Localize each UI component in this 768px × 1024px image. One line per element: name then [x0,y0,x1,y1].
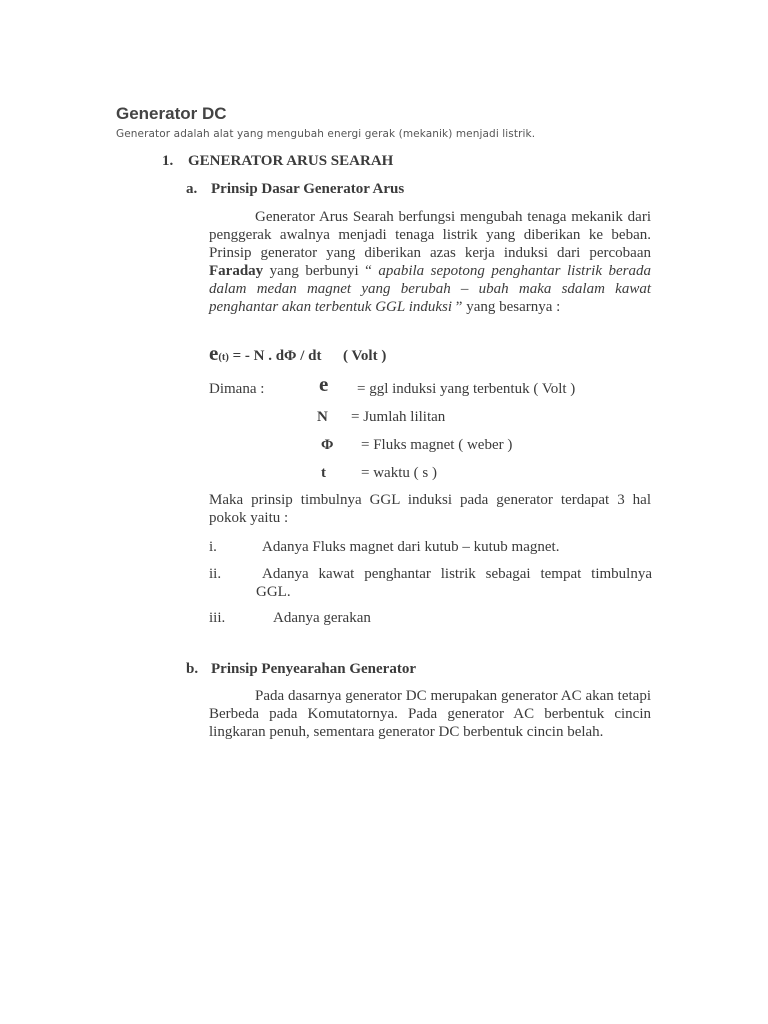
para1-tail: ” yang besarnya : [452,299,561,315]
list-num-i: i. [209,539,217,555]
list-item-i: Adanya Fluks magnet dari kutub – kutub magnet. [262,539,560,555]
list-num-ii: ii. [209,566,222,582]
symbol-t: t [321,465,326,481]
subsection-b-heading: Prinsip Penyearahan Generator [211,661,416,677]
symbol-t-desc: = waktu ( s ) [361,465,437,481]
para1-mid: yang berbunyi “ [263,263,379,279]
section-heading: GENERATOR ARUS SEARAH [188,153,394,169]
formula-unit: ( Volt ) [343,348,387,364]
faraday-term: Faraday [209,263,264,279]
paragraph-komutator [209,687,651,741]
section-number: 1. [162,153,174,169]
symbol-phi: Φ [321,437,334,453]
list-item-ii: Adanya kawat penghantar listrik sebagai tempat timbulnya GGL. [256,566,652,600]
list-num-iii: iii. [209,610,226,626]
faraday-quote: apabila sepotong penghantar listrik berada dalam medan magnet yang berubah – ubah maka sdalam kawat penghantar akan terbentuk GGL induksi [209,263,651,315]
symbol-n-desc: = Jumlah lilitan [351,409,446,425]
formula [209,341,322,367]
formula-subscript: (t) [218,352,229,363]
doc-subtitle: Generator adalah alat yang mengubah energi gerak (mekanik) menjadi listrik. [116,128,536,140]
formula-expression: = - N . dΦ / dt [228,348,322,364]
symbol-n: N [317,409,328,425]
symbol-e-desc: = ggl induksi yang terbentuk ( Volt ) [357,381,576,397]
symbol-phi-desc: = Fluks magnet ( weber ) [361,437,513,453]
para1-lead: Generator Arus Searah berfungsi mengubah tenaga mekanik dari penggerak awalnya menjadi tenaga listrik yang diberikan ke beban. Prinsip generator yang diberikan azas kerja induksi dari percobaan [209,209,651,261]
dimana-label: Dimana : [209,381,265,397]
symbol-e: e [319,372,329,396]
doc-title: Generator DC [116,104,227,123]
subsection-b-letter: b. [186,661,199,677]
list-item-iii: Adanya gerakan [273,610,371,626]
subsection-a-heading: Prinsip Dasar Generator Arus [211,181,405,197]
paragraph-three-points: Maka prinsip timbulnya GGL induksi pada generator terdapat 3 hal pokok yaitu : [209,492,651,526]
para3-text: Pada dasarnya generator DC merupakan generator AC akan tetapi Berbeda pada Komutatornya. Pada generator AC berbentuk cincin lingkaran penuh, sementara generator DC berbentuk cincin belah. [209,688,651,740]
subsection-a-letter: a. [186,181,198,197]
formula-e: e [209,341,219,365]
paragraph-faraday [209,208,651,316]
